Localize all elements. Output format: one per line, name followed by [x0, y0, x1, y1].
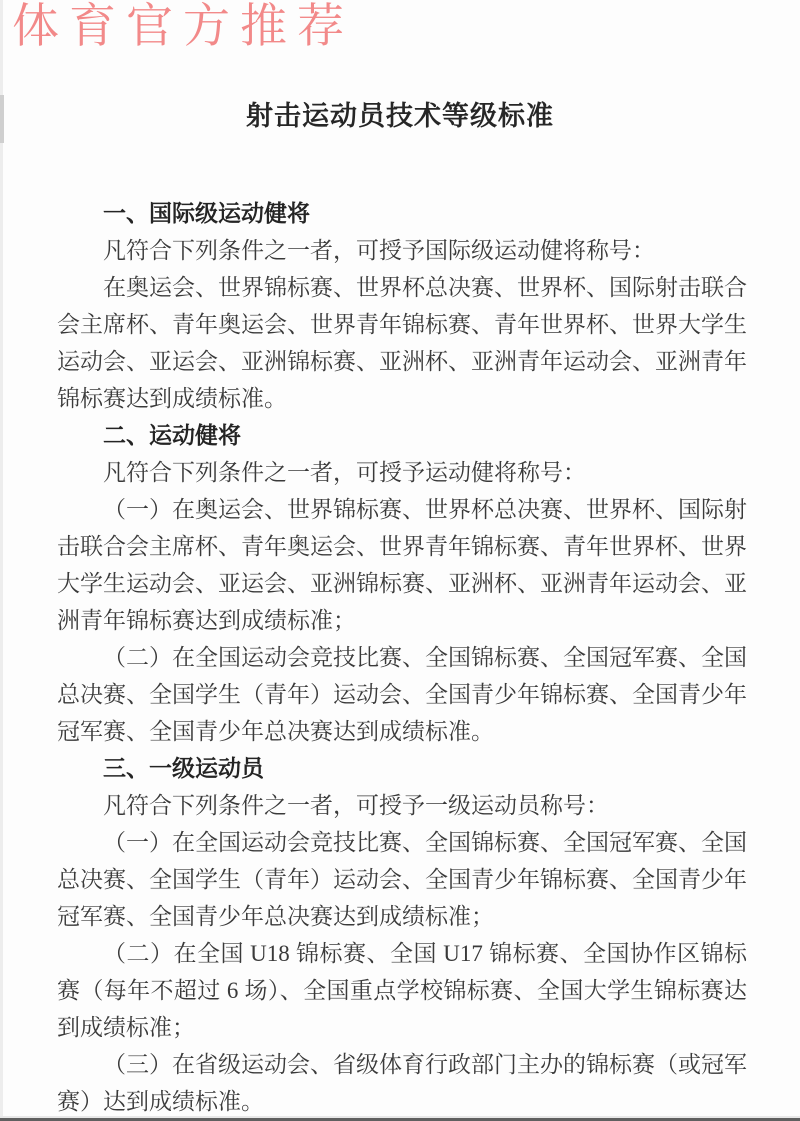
paragraph-condition-intro: 凡符合下列条件之一者，可授予一级运动员称号：	[103, 793, 609, 818]
paragraph-item-2: （二）在全国运动会竞技比赛、全国锦标赛、全国冠军赛、全国总决赛、全国学生（青年）运动会、全国青少年锦标赛、全国青少年冠军赛、全国青少年总决赛达到成绩标准。	[57, 645, 747, 744]
paragraph-item-3: （三）在省级运动会、省级体育行政部门主办的锦标赛（或冠军赛）达到成绩标准。	[57, 1052, 747, 1114]
document-body	[0, 195, 800, 1120]
paragraph-competition-list: 在奥运会、世界锦标赛、世界杯总决赛、世界杯、国际射击联合会主席杯、青年奥运会、世界青年锦标赛、青年世界杯、世界大学生运动会、亚运会、亚洲锦标赛、亚洲杯、亚洲青年运动会、亚洲青年锦标赛达到成绩标准。	[57, 275, 747, 411]
section-first-grade-athlete	[57, 750, 747, 1120]
section-heading-master: 二、运动健将	[103, 422, 241, 448]
section-heading-first-grade-athlete: 三、一级运动员	[103, 755, 264, 781]
paragraph-item-2: （二）在全国 U18 锦标赛、全国 U17 锦标赛、全国协作区锦标赛（每年不超过 6 场）、全国重点学校锦标赛、全国大学生锦标赛达到成绩标准；	[57, 941, 747, 1040]
paragraph-item-1: （一）在奥运会、世界锦标赛、世界杯总决赛、世界杯、国际射击联合会主席杯、青年奥运会、世界青年锦标赛、青年世界杯、世界大学生运动会、亚运会、亚洲锦标赛、亚洲杯、亚洲青年运动会、亚洲青年锦标赛达到成绩标准；	[57, 497, 747, 633]
page-edge-left	[0, 0, 3, 1121]
paragraph-condition-intro: 凡符合下列条件之一者，可授予国际级运动健将称号：	[103, 238, 655, 263]
section-heading-international-master: 一、国际级运动健将	[103, 200, 310, 226]
document-title: 射击运动员技术等级标准	[246, 101, 554, 131]
section-master	[57, 417, 747, 750]
section-international-master	[57, 195, 747, 417]
paragraph-item-1: （一）在全国运动会竞技比赛、全国锦标赛、全国冠军赛、全国总决赛、全国学生（青年）运动会、全国青少年锦标赛、全国青少年冠军赛、全国青少年总决赛达到成绩标准；	[57, 830, 747, 929]
watermark-text: 体育官方推荐	[12, 1, 354, 53]
page-edge-left-notch	[0, 95, 4, 143]
paragraph-condition-intro: 凡符合下列条件之一者，可授予运动健将称号：	[103, 460, 586, 485]
